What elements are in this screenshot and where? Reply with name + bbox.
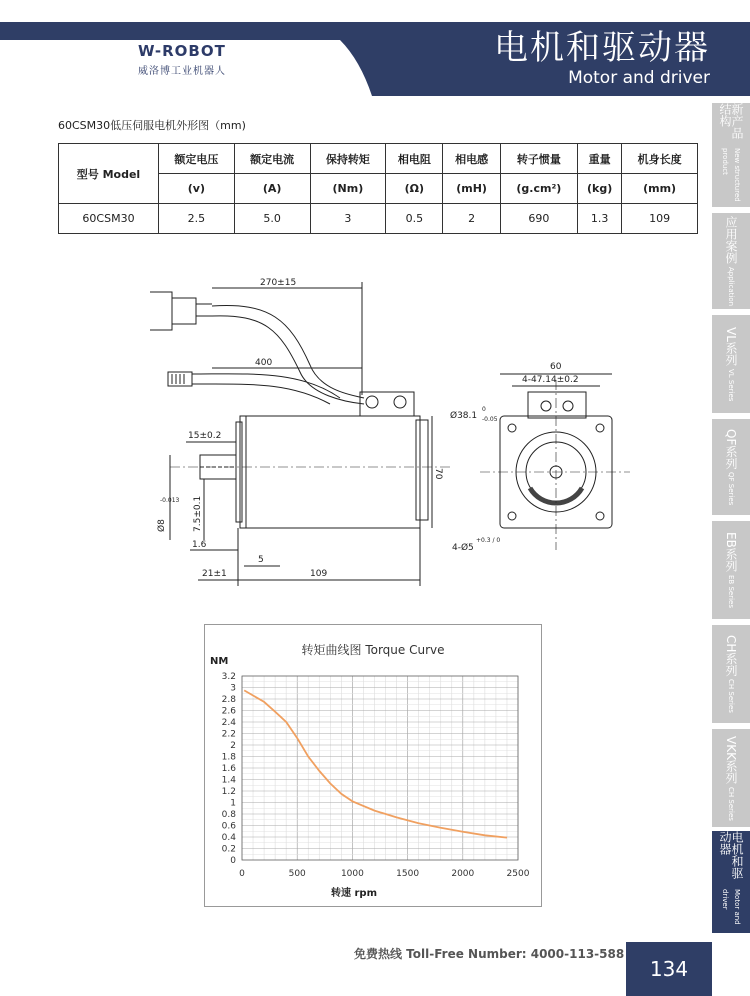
tab-sublabel: Application bbox=[727, 266, 735, 307]
section-title bbox=[494, 28, 710, 88]
unit-cell: (kg) bbox=[578, 174, 622, 204]
unit-cell: (Ω) bbox=[386, 174, 443, 204]
section-title-cn: 电机和驱动器 bbox=[494, 28, 710, 68]
y-tick-label: 1 bbox=[230, 798, 236, 809]
tab-application[interactable] bbox=[712, 213, 750, 309]
table-header-row bbox=[59, 144, 698, 174]
x-tick-label: 0 bbox=[239, 869, 245, 879]
tab-sublabel: New structured product bbox=[721, 148, 741, 203]
tab-ch-series[interactable] bbox=[712, 625, 750, 723]
tab-label: EB系列 bbox=[724, 532, 738, 572]
x-tick-label: 1500 bbox=[396, 869, 420, 879]
tab-motor-driver[interactable] bbox=[712, 831, 750, 933]
header-cell: 重量 bbox=[578, 144, 622, 174]
data-cell: 690 bbox=[500, 204, 577, 234]
y-tick-label: 0.4 bbox=[221, 833, 236, 843]
dim-shaft-dia: Ø8 bbox=[157, 519, 167, 532]
data-cell: 3 bbox=[310, 204, 386, 234]
x-axis-label: 转速 rpm bbox=[331, 888, 377, 899]
data-cell: 2.5 bbox=[159, 204, 235, 234]
dim-boss: 1.6 bbox=[192, 540, 207, 550]
cable-line bbox=[212, 316, 364, 404]
tab-sublabel: Motor and driver bbox=[721, 888, 741, 925]
tab-sublabel: CH Series bbox=[727, 679, 735, 714]
data-cell: 2 bbox=[443, 204, 500, 234]
unit-cell: (mH) bbox=[443, 174, 500, 204]
header-cell: 相电阻 bbox=[386, 144, 443, 174]
header-cell: 保持转矩 bbox=[310, 144, 386, 174]
dim-flat: 7.5±0.1 bbox=[193, 495, 203, 532]
dim-holes: 4-Ø5 bbox=[452, 543, 474, 553]
dim-shaft-length: 21±1 bbox=[202, 569, 227, 579]
header-cell: 额定电压 bbox=[159, 144, 235, 174]
logo-text: W-ROBOT bbox=[138, 42, 226, 60]
tab-new-product[interactable] bbox=[712, 103, 750, 207]
dim-lead-length: 400 bbox=[255, 358, 273, 368]
dim-shaft-tol: -0.013 bbox=[160, 497, 180, 504]
y-tick-label: 0.2 bbox=[221, 844, 236, 855]
header-cell: 额定电流 bbox=[234, 144, 310, 174]
data-cell: 109 bbox=[622, 204, 698, 234]
dim-cable-length: 270±15 bbox=[260, 278, 297, 288]
y-tick-label: 2 bbox=[230, 741, 236, 751]
tab-sublabel: CH Series bbox=[727, 786, 735, 821]
x-tick-label: 2000 bbox=[451, 869, 475, 879]
unit-cell: (mm) bbox=[622, 174, 698, 204]
header-cell: 机身长度 bbox=[622, 144, 698, 174]
x-tick-label: 2500 bbox=[506, 869, 530, 879]
y-axis-label: NM bbox=[210, 656, 229, 667]
y-tick-label: 2.6 bbox=[221, 706, 236, 717]
unit-cell: (g.cm²) bbox=[500, 174, 577, 204]
dim-body-length: 109 bbox=[310, 569, 328, 579]
dim-hole-pitch: 4-47.14±0.2 bbox=[522, 375, 579, 385]
data-cell: 60CSM30 bbox=[59, 204, 159, 234]
dim-height: 70 bbox=[433, 468, 443, 480]
tab-label: 电机和驱动器 bbox=[718, 831, 744, 879]
dim-flange: 5 bbox=[258, 555, 264, 565]
y-tick-label: 0 bbox=[230, 856, 236, 866]
dim-pilot: Ø38.1 bbox=[450, 411, 478, 421]
y-tick-label: 0.6 bbox=[221, 821, 236, 832]
y-tick-label: 1.2 bbox=[221, 787, 236, 797]
dim-pilot-tol-bottom: -0.05 bbox=[482, 416, 498, 423]
tab-eb-series[interactable] bbox=[712, 521, 750, 619]
tab-label: 应用案例 bbox=[724, 215, 738, 264]
page-number: 134 bbox=[626, 942, 712, 996]
y-tick-label: 3 bbox=[230, 683, 236, 694]
header-cell: 转子惯量 bbox=[500, 144, 577, 174]
model-header: 型号 Model bbox=[59, 144, 159, 204]
logo-subtitle: 威洛博工业机器人 bbox=[138, 66, 226, 77]
x-tick-label: 500 bbox=[288, 869, 306, 879]
tab-sublabel: QF Series bbox=[727, 472, 735, 506]
hotline-text: 免费热线 Toll-Free Number: 4000-113-588 bbox=[354, 947, 625, 961]
spec-table bbox=[58, 143, 698, 234]
data-cell: 1.3 bbox=[578, 204, 622, 234]
tab-vl-series[interactable] bbox=[712, 315, 750, 413]
motor-outline-drawing bbox=[150, 270, 630, 600]
y-tick-label: 2.2 bbox=[221, 729, 236, 740]
y-tick-label: 1.4 bbox=[221, 775, 236, 786]
unit-cell: (v) bbox=[159, 174, 235, 204]
motor-body-side bbox=[170, 392, 450, 528]
y-tick-label: 0.8 bbox=[221, 810, 236, 820]
dim-shaft-key: 15±0.2 bbox=[188, 431, 222, 441]
table-caption: 60CSM30低压伺服电机外形图（mm) bbox=[58, 119, 246, 132]
unit-cell: (Nm) bbox=[310, 174, 386, 204]
dim-holes-tol: +0.3 / 0 bbox=[476, 537, 501, 544]
torque-curve-chart bbox=[204, 624, 542, 907]
motor-front-view bbox=[480, 380, 630, 550]
company-logo bbox=[138, 42, 226, 77]
tab-label: CH系列 bbox=[724, 634, 738, 677]
dim-pilot-tol-top: 0 bbox=[482, 406, 486, 413]
dim-front-width: 60 bbox=[550, 362, 562, 372]
tab-sublabel: VL Series bbox=[727, 368, 735, 402]
table-row bbox=[59, 204, 698, 234]
page-header bbox=[0, 0, 750, 96]
tab-label: VKK系列 bbox=[724, 735, 738, 784]
tab-label: 新产品结构 bbox=[718, 103, 744, 139]
connector-plug bbox=[150, 288, 212, 334]
torque-series-line bbox=[244, 690, 507, 837]
header-cell: 相电感 bbox=[443, 144, 500, 174]
tab-label: QF系列 bbox=[724, 428, 738, 470]
y-tick-label: 2.4 bbox=[221, 718, 236, 728]
x-tick-label: 1000 bbox=[340, 869, 364, 879]
chart-title: 转矩曲线图 Torque Curve bbox=[301, 643, 445, 657]
y-tick-label: 3.2 bbox=[221, 672, 236, 682]
tab-label: VL系列 bbox=[724, 326, 738, 366]
data-cell: 5.0 bbox=[234, 204, 310, 234]
tab-vkk-series[interactable] bbox=[712, 729, 750, 827]
tab-sublabel: EB Series bbox=[727, 574, 735, 608]
data-cell: 0.5 bbox=[386, 204, 443, 234]
section-title-en: Motor and driver bbox=[568, 68, 710, 88]
y-tick-label: 1.6 bbox=[221, 764, 236, 774]
y-tick-label: 2.8 bbox=[221, 695, 236, 705]
y-tick-label: 1.8 bbox=[221, 752, 236, 763]
unit-cell: (A) bbox=[234, 174, 310, 204]
tab-qf-series[interactable] bbox=[712, 419, 750, 515]
